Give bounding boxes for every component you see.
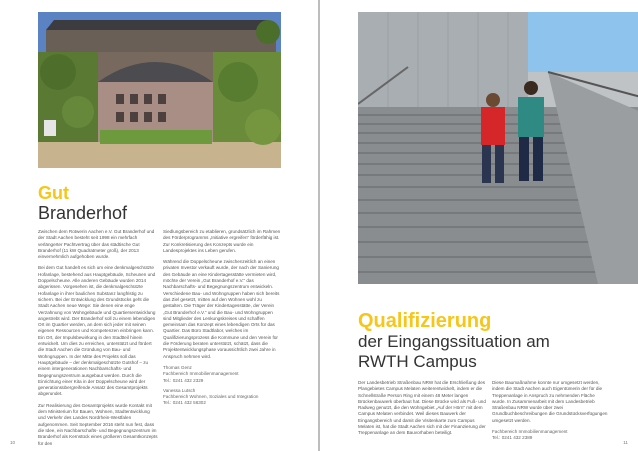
- left-col2-paragraph: Während die Doppelscheune zwischenzeitlich an einen privaten Investor verkauft wurde, der nach der Sanierung des Gebäude an eine Kindertagesstätte vermieten wird, möchte der Verein „Gut Branderhof e.V.“ das Nachbarschafts- und Begegnungszentrum entwickeln. Verschiedene Bau- und Wohngruppen haben sich bereits das Ziel gesetzt, mitten auf den Wohnen wohl zu gestalten. Die Träger der Kindertagesstätte, der Verein „Gut Branderhof e.V.“ und die Bau- und Wohngruppen sind Mitglieder des Lenkungskreises und schaffen gemeinsam das Konzept eines lebendigen Orts für das Quartier. Das Büro Stadtlabor, welches im Qualifizierungsprozess die Kommune und den Verein für die Förderung beraten unterstützt, schätzt, dass die Projektentwicklungsphase voraussichtlich zwei Jahre in Anspruch nehmen wird.: [163, 259, 280, 359]
- left-column-1: [38, 229, 158, 451]
- right-headline-dark-2: RWTH Campus: [358, 352, 477, 371]
- left-page: [0, 0, 318, 451]
- contact-block: [492, 429, 609, 442]
- page-number-right: 11: [623, 440, 628, 445]
- contact-phone: Tel.: 0241 432 56302: [163, 400, 206, 406]
- contact-name: Vanessa Lutsch: [163, 387, 196, 393]
- right-col2-paragraph: Diese Baumaßnahme konnte nur umgesetzt werden, indem die Stadt Aachen auch Eigentümerin der für die Treppenanlage in Anspruch zu nehmenden Fläche wurde. In Zusammenarbeit mit dem Landesbetrieb Straßenbau NRW wurde über zwei Grundbuchbeschreibungen die Grundstücksverfügungen umgesetzt werden.: [492, 380, 608, 423]
- branderhof-gate-photo: [38, 12, 281, 168]
- contact-department: Fachbereich Immobilienmanagement: [163, 371, 239, 377]
- contact-name: Thomas Genz: [163, 364, 192, 370]
- contact-phone: Tel.: 0241 432 2329: [163, 377, 204, 383]
- contact-block: [163, 388, 281, 407]
- contact-phone: Tel.: 0241 432 2389: [492, 435, 533, 441]
- left-col2-paragraph: Siedlungsbereich zu etablieren, grundsätzlich im Rahmen des Förderprogramms „Initiative ergreifen“ förderfähig ist. Zur Konkretisierung des Konzepts wurde ein Landesprojektes ins Leben gerufen.: [163, 229, 281, 253]
- left-column-2: [163, 229, 281, 407]
- right-page: [320, 0, 638, 451]
- right-headline-yellow: Qualifizierung: [358, 310, 492, 332]
- left-col1-paragraph: Zwischen dem Rotwerin Aachen e.V. Gut Branderhof und der Stadt Aachen besteht seit 1998 ein mehrfach verlängerter Pachtvertrag über das städtische Gut Branderhof (11 kW Quadratmeter groß), der 2013 einvernehmlich aufgehoben wurde.: [38, 229, 155, 260]
- left-col1-paragraph: Zur Realisierung des Gesamtprojekts wurde Kontakt mit dem Ministerium für Bauen, Wohnen, Stadtentwicklung und Verkehr des Landes Nordrhein-Westfalen aufgenommen. Seit September 2016 steht nun fest, dass die Idee, ein Nachbarschafts- und Begegnungszentrum im Branderhof als Kernstück eines größeren Gesamtkonzepts für den: [38, 402, 158, 446]
- contact-department: Fachbereich Immobilienmanagement: [492, 429, 568, 435]
- right-headline-dark-1: der Eingangssituation am: [358, 332, 550, 351]
- right-column-2: [492, 380, 609, 442]
- left-headline-dark: Branderhof: [38, 203, 128, 223]
- left-headline-yellow: Gut: [38, 183, 69, 203]
- left-col1-paragraph: Bei dem Gut handelt es sich um eine denkmalgeschützte Hofanlage, bestehend aus Hauptgebäude, Scheunen und Doppelscheune. Alle anderen Gebäude wurden 2014 abgerissen. Vorgesehen ist, die denkmalgeschützte Hofanlage in ihrer baulichen Substanz langfristig zu sichern. Bei der Entwicklung des Grundstücks geht die Stadt Aachen neue Wege: Sie denen eine enge Verzahnung von Wohngebäude und Quartiersentwicklung angestrebt wird. Der Branderhof soll zu einem lebendigen Ort im Quartier werden, an dem sich jeder mit seinen eigenen Ressourcen und Kompetenzen einbringen kann. Ein Ort, der Impulsbewirkung in den Stadtteil hinein entwickelt. Um dies zu erreichen, unterstützt und fördert die Stadt Aachen die Gründung von Bau- und Wohngruppen. In der Mitte des Projekts soll das Hauptgebäude – der denkmalgeschützte Gutshof – zu einem intergenerationen Nachbarschafts- und Begegnungszentrum ausgebaut werden. Durch die Einrichtung einer Kita in der Doppelscheune wird der generationsübergreifende Ansatz des Gesamtprojekts abgerundet.: [38, 265, 156, 397]
- campus-stairs-photo: [358, 12, 638, 284]
- right-column-1: [358, 380, 486, 442]
- contact-department: Fachbereich Wohnen, Soziales und Integration: [163, 394, 259, 400]
- contact-block: [163, 365, 281, 384]
- page-number-left: 10: [10, 440, 16, 445]
- right-col1-paragraph: Der Landesbetrieb Straßenbau NRW hat die Erschließung des Plangebietes Campus Melaten weiterentwickelt, indem er die Schnellstraße Person Ring mit einem 48 Meter langen Brückenbauwerk überbaut hat. Diese Brücke wird als Fuß- und Radweg genutzt, die den Wohngebiet „Auf der Hörn“ mit dem Campus Melaten verbindet. Weil dieses Bauwerk der Eingangsbereich und damit die Visitenkarte zum Campus Melaten ist, hat die Stadt Aachen sich mit der Finanzierung der Treppenanlage an dem Bauvorhaben beteiligt.: [358, 380, 486, 436]
